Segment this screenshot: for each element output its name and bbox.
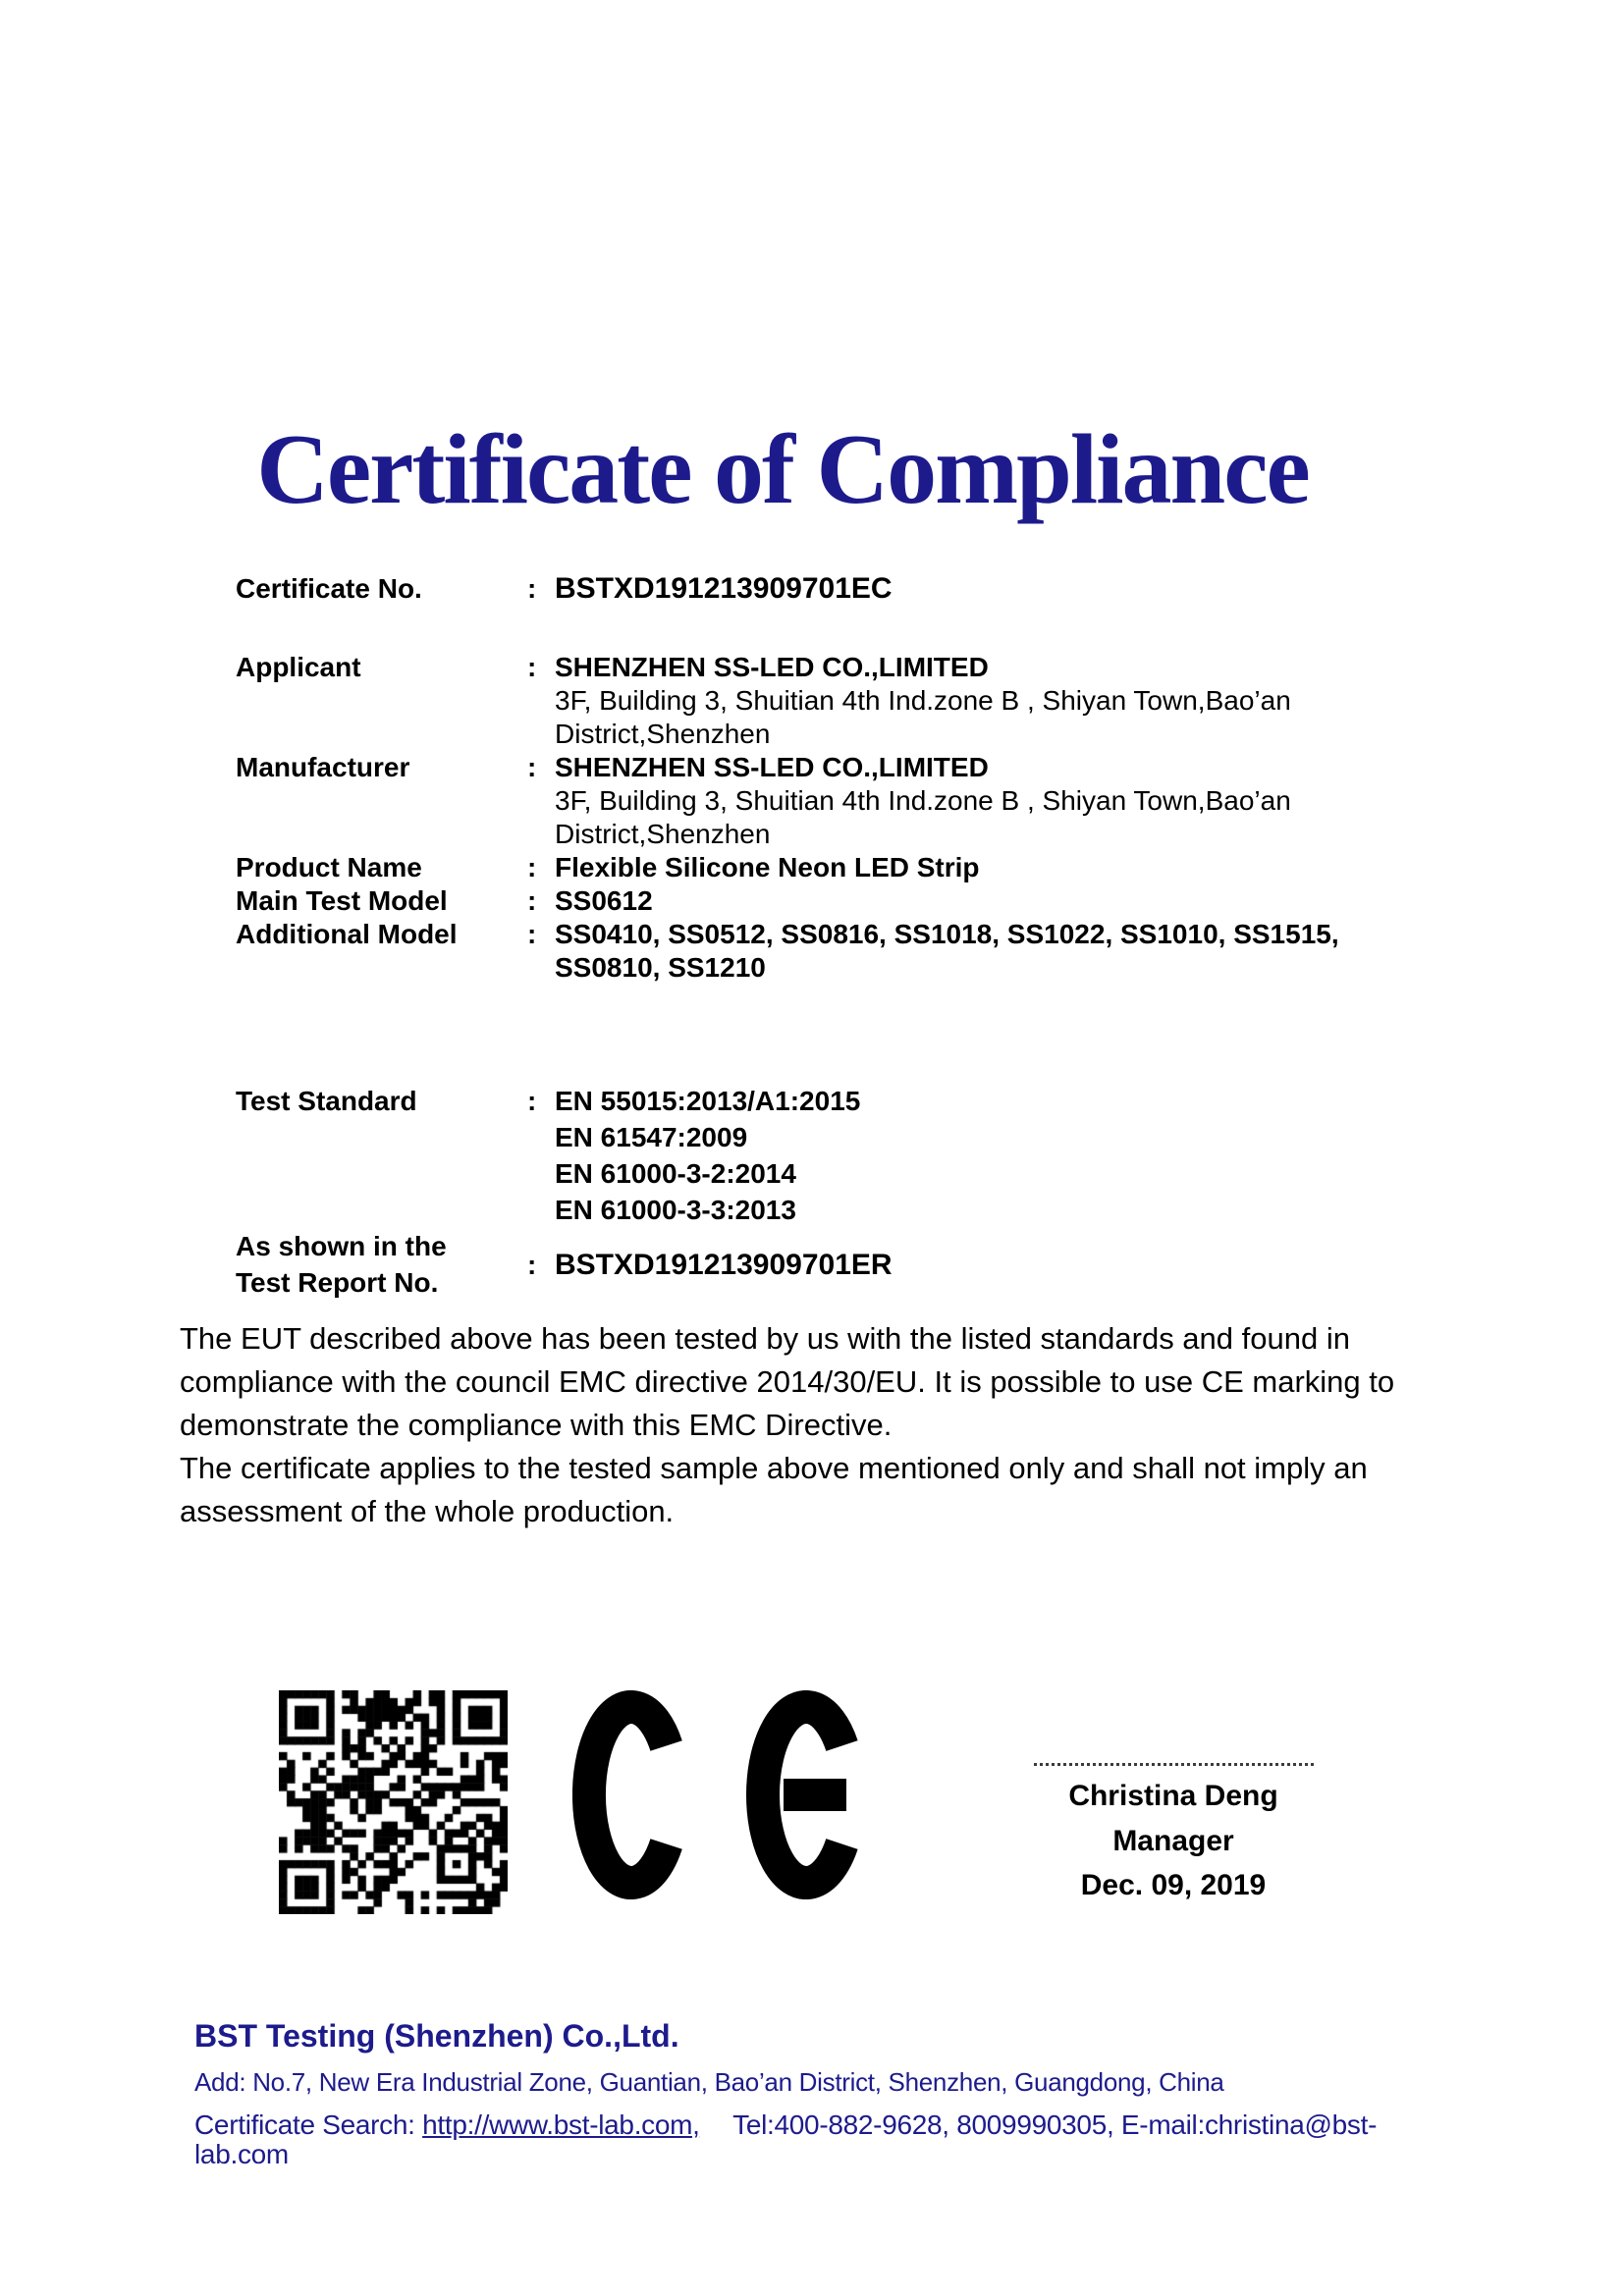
field-label: Certificate No. — [236, 573, 422, 604]
footer-company-name: BST Testing (Shenzhen) Co.,Ltd. — [194, 2018, 679, 2054]
footer-address: Add: No.7, New Era Industrial Zone, Guantian, Bao’an District, Shenzhen, Guangdong, China — [194, 2067, 1224, 2097]
manufacturer-value — [555, 751, 1473, 851]
declaration-paragraph-2: The certificate applies to the tested sample above mentioned only and shall not imply an assessment of the whole production. — [180, 1451, 1368, 1528]
applicant-company: SHENZHEN SS-LED CO.,LIMITED — [555, 652, 989, 682]
additional-models — [555, 918, 1473, 985]
field-colon: : — [527, 852, 537, 882]
signer-name: Christina Deng — [1068, 1780, 1278, 1812]
test-standard-item: EN 61000-3-2:2014 — [555, 1158, 796, 1189]
field-colon: : — [527, 1086, 537, 1116]
field-label: Product Name — [236, 852, 422, 882]
product-name: Flexible Silicone Neon LED Strip — [555, 852, 980, 882]
certificate-search-link[interactable]: http://www.bst-lab.com, — [422, 2109, 700, 2140]
footer-contact: Tel:400-882-9628, 8009990305, E-mail:christina@bst-lab.com — [194, 2109, 1378, 2169]
field-colon: : — [527, 573, 537, 604]
signature-date: Dec. 09, 2019 — [1080, 1869, 1267, 1901]
certificate-fields — [236, 572, 1473, 1301]
field-row-manufacturer — [236, 751, 1473, 851]
field-row-main-test-model — [236, 884, 1473, 918]
field-row-additional-model — [236, 918, 1473, 985]
field-colon: : — [527, 885, 537, 916]
test-standards — [555, 1083, 1473, 1228]
test-standard-item: EN 61547:2009 — [555, 1122, 748, 1152]
signer-role: Manager — [1112, 1825, 1234, 1857]
signature-block — [1021, 1763, 1326, 1900]
field-colon: : — [527, 652, 537, 682]
test-standard-item: EN 61000-3-3:2013 — [555, 1195, 796, 1225]
field-row-test-report — [236, 1228, 1473, 1301]
signature-line — [1034, 1763, 1314, 1766]
manufacturer-company: SHENZHEN SS-LED CO.,LIMITED — [555, 752, 989, 782]
field-label — [236, 1228, 527, 1301]
footer — [194, 2020, 1471, 2169]
additional-models-line1: SS0410, SS0512, SS0816, SS1018, SS1022, SS1010, SS1515, — [555, 919, 1339, 949]
field-label: Main Test Model — [236, 885, 448, 916]
field-label: Applicant — [236, 652, 361, 682]
certificate-search-label: Certificate Search: — [194, 2109, 415, 2140]
field-label: Test Standard — [236, 1086, 417, 1116]
manufacturer-address-line2: District,Shenzhen — [555, 819, 771, 849]
test-report-number: BSTXD191213909701ER — [555, 1248, 893, 1281]
test-report-label-line1: As shown in the — [236, 1231, 447, 1261]
test-report-label-line2: Test Report No. — [236, 1267, 439, 1298]
field-label: Additional Model — [236, 919, 458, 949]
applicant-value — [555, 651, 1473, 751]
field-row-test-standard — [236, 1083, 1473, 1228]
additional-models-line2: SS0810, SS1210 — [555, 952, 766, 983]
field-colon: : — [527, 1249, 537, 1280]
field-colon: : — [527, 919, 537, 949]
manufacturer-address-line1: 3F, Building 3, Shuitian 4th Ind.zone B , Shiyan Town,Bao’an — [555, 785, 1291, 816]
certificate-number: BSTXD191213909701EC — [555, 572, 893, 605]
applicant-address-line2: District,Shenzhen — [555, 719, 771, 749]
main-test-model: SS0612 — [555, 885, 653, 916]
field-row-applicant — [236, 651, 1473, 751]
qr-code — [279, 1690, 508, 1914]
field-colon: : — [527, 752, 537, 782]
ce-mark-icon — [572, 1690, 867, 1899]
declaration-paragraph-1: The EUT described above has been tested by us with the listed standards and found in compliance with the council EMC directive 2014/30/EU. It is possible to use CE marking to demonstrate the compliance with this EMC Directive. — [180, 1321, 1395, 1442]
test-standard-item: EN 55015:2013/A1:2015 — [555, 1086, 861, 1116]
page-title: Certificate of Compliance — [256, 414, 1309, 525]
footer-search-line — [194, 2110, 1471, 2169]
field-row-product-name — [236, 851, 1473, 884]
field-label: Manufacturer — [236, 752, 410, 782]
declaration-text — [180, 1317, 1441, 1533]
field-row-certificate-no — [236, 572, 1473, 606]
applicant-address-line1: 3F, Building 3, Shuitian 4th Ind.zone B , Shiyan Town,Bao’an — [555, 685, 1291, 716]
